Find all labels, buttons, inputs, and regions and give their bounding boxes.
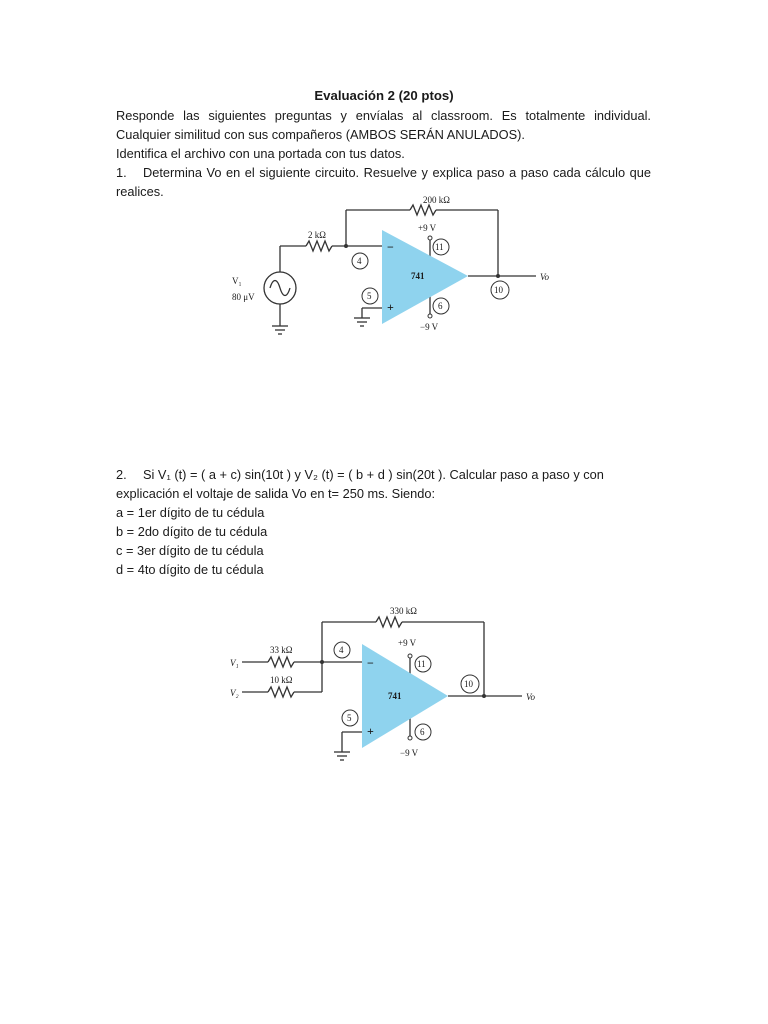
c2-r1-label: 33 kΩ [270, 645, 293, 655]
c1-vminus-label: −9 V [420, 322, 439, 332]
c2-pin10: 10 [464, 679, 473, 689]
c1-pin5: 5 [367, 291, 372, 301]
c1-pin11: 11 [435, 242, 444, 252]
definition-b: b = 2do dígito de tu cédula [116, 524, 268, 539]
question-2-line-1 [116, 467, 604, 482]
opamp-1-icon [382, 230, 468, 324]
c1-pin4: 4 [357, 256, 362, 266]
c2-input-1-label: V₁ [230, 658, 239, 668]
c1-pin6: 6 [438, 301, 443, 311]
question-2-text: Si V₁ (t) = ( a + c) sin(10t ) y V₂ (t) = ( b + d ) sin(20t ). Calcular paso a paso y con [143, 467, 604, 482]
c2-vminus-label: −9 V [400, 748, 419, 758]
definition-a: a = 1er dígito de tu cédula [116, 505, 265, 520]
definition-c: c = 3er dígito de tu cédula [116, 543, 264, 558]
document-title: Evaluación 2 (20 ptos) [314, 88, 454, 103]
c2-input-2-label: V₂ [230, 688, 239, 698]
c1-plus-sign: + [387, 300, 394, 314]
c2-opamp-label: 741 [388, 691, 402, 701]
c2-pin5: 5 [347, 713, 352, 723]
c1-r1-label: 2 kΩ [308, 230, 326, 240]
circuit-2-diagram [226, 600, 556, 770]
c1-vplus-label: +9 V [418, 223, 437, 233]
c2-r2-label: 10 kΩ [270, 675, 293, 685]
definition-d: d = 4to dígito de tu cédula [116, 562, 264, 577]
c2-output-label: Vo [526, 692, 535, 702]
identify-line: Identifica el archivo con una portada con tus datos. [116, 146, 405, 161]
c2-minus-sign: − [367, 656, 374, 670]
c2-plus-sign: + [367, 724, 374, 738]
c2-rf-label: 330 kΩ [390, 606, 417, 616]
c1-opamp-label: 741 [411, 271, 425, 281]
circuit-1-diagram [220, 190, 560, 340]
c1-pin10: 10 [494, 285, 503, 295]
opamp-2-icon [362, 644, 448, 748]
c1-output-label: Vo [540, 272, 549, 282]
intro-paragraph: Responde las siguientes preguntas y envíalas al classroom. Es totalmente individual. Cualquier similitud con sus compañeros (AMBOS SERÁN ANULADOS). [116, 108, 651, 142]
c2-vplus-label: +9 V [398, 638, 417, 648]
c2-pin4: 4 [339, 645, 344, 655]
question-1-text: Determina Vo en el siguiente circuito. Resuelve y explica paso a paso cada cálculo que realices. [116, 165, 651, 199]
c1-source-value: 80 μV [232, 292, 255, 302]
question-2-line-2: explicación el voltaje de salida Vo en t= 250 ms. Siendo: [116, 486, 436, 501]
c1-rf-label: 200 kΩ [423, 195, 450, 205]
c1-minus-sign: − [387, 240, 394, 254]
c2-pin6: 6 [420, 727, 425, 737]
question-2-number: 2. [116, 467, 127, 482]
c2-pin11: 11 [417, 659, 426, 669]
c1-source-name: V₁ [232, 276, 242, 286]
question-1-number: 1. [116, 165, 127, 180]
